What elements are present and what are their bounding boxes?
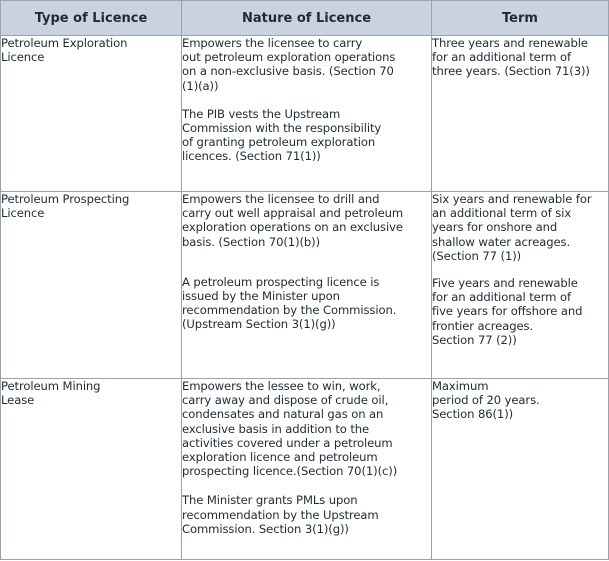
table-row	[1, 379, 609, 560]
licence-type: Petroleum Mining Lease	[1, 379, 101, 408]
nature-paragraph: The Minister grants PMLs upon recommendation by the Upstream Commission. Section 3(1)(g))	[182, 493, 379, 536]
term-cell	[432, 36, 609, 192]
term-paragraph: Three years and renewable for an additional term of three years. (Section 71(3))	[432, 36, 590, 79]
nature-cell	[182, 379, 432, 560]
nature-paragraph: A petroleum prospecting licence is issued by the Minister upon recommendation by the Commission. (Upstream Section 3(1)(g))	[182, 274, 397, 332]
type-cell	[1, 192, 182, 379]
nature-paragraph: Empowers the licensee to drill and carry out well appraisal and petroleum exploration operations on an exclusive basis. (Section 70(1)(b))	[182, 192, 404, 249]
term-cell	[432, 379, 609, 560]
header-type-of-licence: Type of Licence	[1, 1, 182, 36]
nature-paragraph: Empowers the lessee to win, work, carry away and dispose of crude oil, condensates and natural gas on an exclusive basis in addition to the activities covered under a petroleum exploration licence and petroleum prospecting licence.(Section 70(1)(c))	[182, 379, 398, 479]
header-term: Term	[432, 1, 609, 36]
licence-type: Petroleum Prospecting Licence	[1, 192, 130, 221]
term-cell	[432, 192, 609, 379]
term-paragraph: Six years and renewable for an additional term of six years for onshore and shallow water acreages. (Section 77 (1))	[432, 192, 592, 263]
table-row	[1, 192, 609, 379]
type-cell	[1, 379, 182, 560]
term-paragraph: Maximum period of 20 years. Section 86(1))	[432, 379, 540, 422]
nature-cell	[182, 192, 432, 379]
term-paragraph: Five years and renewable for an additional term of five years for offshore and frontier acreages. Section 77 (2))	[432, 276, 583, 347]
header-nature-of-licence: Nature of Licence	[182, 1, 432, 36]
header-row	[1, 1, 609, 36]
nature-paragraph: Empowers the licensee to carry out petroleum exploration operations on a non-exclusive basis. (Section 70 (1)(a))	[182, 36, 396, 93]
nature-cell	[182, 36, 432, 192]
licence-type: Petroleum Exploration Licence	[1, 36, 128, 65]
table-row	[1, 36, 609, 192]
nature-paragraph: The PIB vests the Upstream Commission with the responsibility of granting petroleum exploration licences. (Section 71(1))	[182, 106, 382, 164]
type-cell	[1, 36, 182, 192]
